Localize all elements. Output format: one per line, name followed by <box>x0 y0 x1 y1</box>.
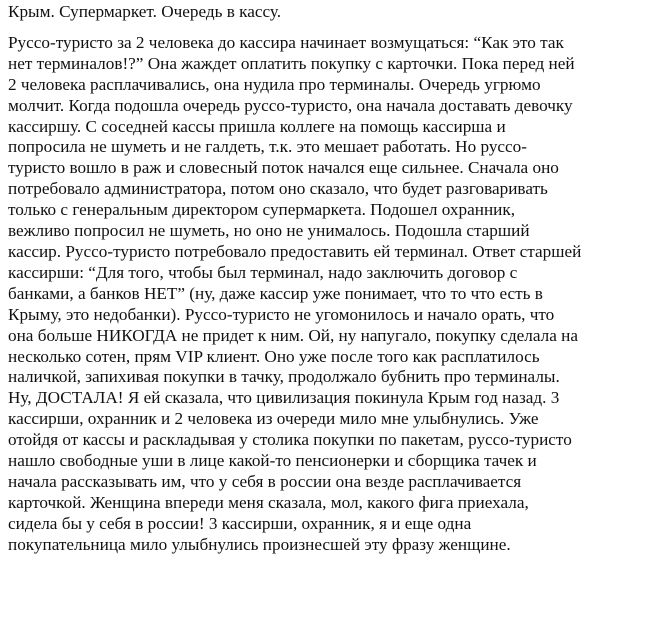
text-line: Руссо-туристо за 2 человека до кассира начинает возмущаться: “Как это так <box>8 32 564 52</box>
text-line: кассирши: “Для того, чтобы был терминал, надо заключить договор с <box>8 262 518 282</box>
text-line: несколько сотен, прям VIP клиент. Оно уже после того как расплатилось <box>8 346 540 366</box>
text-line: Крыму, это недобанки). Руссо-туристо не угомонилось и начало орать, что <box>8 304 555 324</box>
document <box>8 0 642 556</box>
text-line: банками, а банков НЕТ” (ну, даже кассир уже понимает, что то что есть в <box>8 283 543 303</box>
text-line: нашло свободные уши в лице какой-то пенсионерки и сборщика тачек и <box>8 451 537 471</box>
text-line: кассир. Руссо-туристо потребовало предоставить ей терминал. Ответ старшей <box>8 241 582 261</box>
text-line: попросила не шуметь и не галдеть, т.к. это мешает работать. Но руссо- <box>8 137 527 157</box>
text-line: 2 человека расплачивались, она нудила про терминалы. Очередь угрюмо <box>8 74 541 94</box>
text-line: кассирши, охранник и 2 человека из очереди мило мне улыбнулись. Уже <box>8 409 539 429</box>
text-line: молчит. Когда подошла очередь руссо-туристо, она начала доставать девочку <box>8 95 573 115</box>
text-line: туристо вошло в раж и словесный поток начался еще сильнее. Сначала оно <box>8 158 559 178</box>
document-body <box>8 33 642 556</box>
text-line: сидела бы у себя в россии! 3 кассирши, охранник, я и еще одна <box>8 513 472 533</box>
text-line: отойдя от кассы и раскладывая у столика покупки по пакетам, руссо-туристо <box>8 430 572 450</box>
document-title: Крым. Супермаркет. Очередь в кассу. <box>8 2 282 21</box>
text-line: вежливо попросил не шуметь, но оно не унималось. Подошла старший <box>8 221 530 241</box>
text-line: потребовало администратора, потом оно сказало, что будет разговаривать <box>8 179 548 199</box>
text-line: нет терминалов!?” Она жаждет оплатить покупку с карточки. Пока перед ней <box>8 53 575 73</box>
text-line: начала рассказывать им, что у себя в россии она везде расплачивается <box>8 471 522 491</box>
text-line: только с генеральным директором супермаркета. Подошел охранник, <box>8 200 515 220</box>
text-line: наличкой, запихивая покупки в тачку, продолжало бубнить про терминалы. <box>8 367 560 387</box>
text-line: она больше НИКОГДА не придет к ним. Ой, ну напугало, покупку сделала на <box>8 325 578 345</box>
text-line: Ну, ДОСТАЛА! Я ей сказала, что цивилизация покинула Крым год назад. 3 <box>8 388 560 408</box>
text-line: кассиршу. С соседней кассы пришла коллеге на помощь кассирша и <box>8 116 506 136</box>
text-line: карточкой. Женщина впереди меня сказала, мол, какого фига приехала, <box>8 492 529 512</box>
text-line: покупательница мило улыбнулись произнесшей эту фразу женщине. <box>8 534 511 554</box>
